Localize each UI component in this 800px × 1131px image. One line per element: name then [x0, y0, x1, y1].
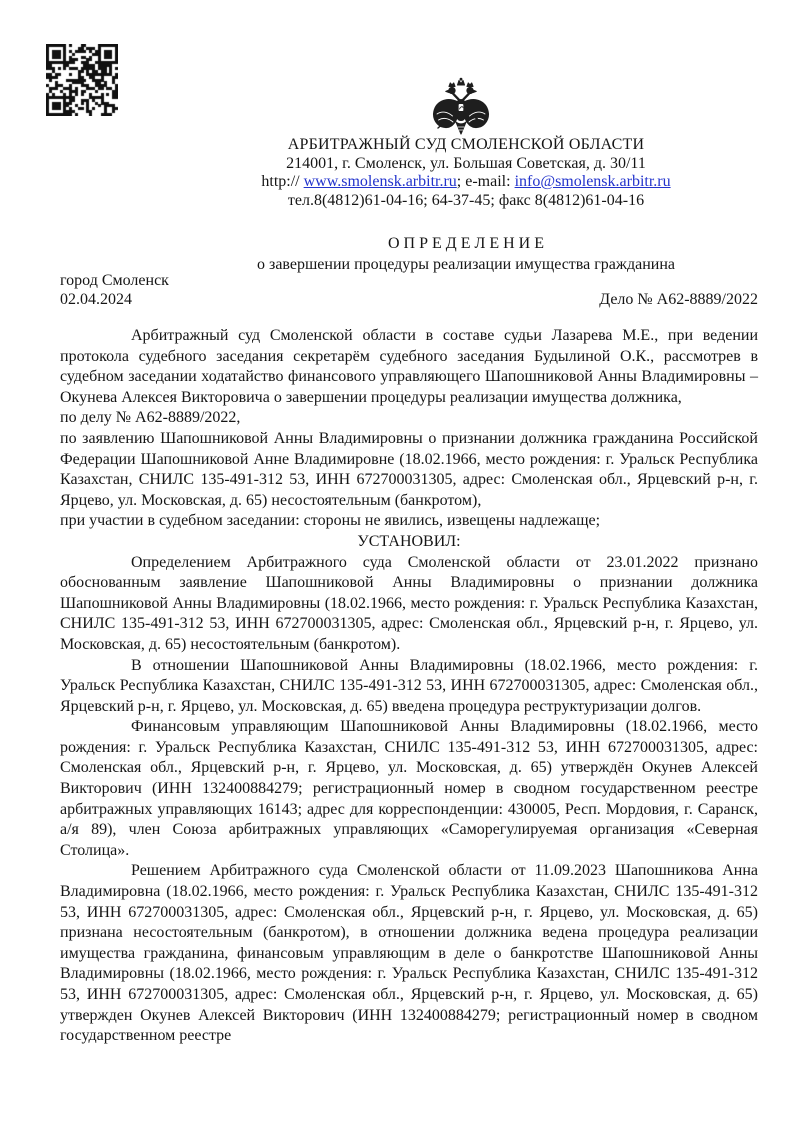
court-phone: тел.8(4812)61-04-16; 64-37-45; факс 8(4812)61-04-16	[287, 191, 645, 209]
date-case-row	[60, 291, 758, 309]
intro-paragraph: Арбитражный суд Смоленской области в составе судьи Лазарева М.Е., при ведении протокола судебного заседания секретарём судебного заседания Будылиной О.К., рассмотрев в судебном заседании ходатайство финансового управляющего Шапошниковой Анны Владимировны – Окунева Алексея Викторовича о завершении процедуры реализации имущества должника,	[60, 327, 758, 406]
document-title-block	[174, 234, 758, 275]
attendance-line: при участии в судебном заседании: стороны не явились, извещены надлежаще;	[60, 512, 601, 530]
application-paragraph: по заявлению Шапошниковой Анны Владимировны о признании должника гражданина Российской Федерации Шапошниковой Анне Владимировне (18.02.1966, место рождения: г. Уральск Республика Казахстан, СНИЛС 135-491-312 53, ИНН 672700031305, адрес: Смоленская обл., Ярцевский р-н, г. Ярцево, ул. Московская, д. 65) несостоятельным (банкротом),	[60, 429, 758, 509]
ruling-heading: УСТАНОВИЛ:	[357, 532, 461, 550]
ruling-paragraph: Решением Арбитражного суда Смоленской области от 11.09.2023 Шапошникова Анна Владимировна (18.02.1966, место рождения: г. Уральск Республика Казахстан, СНИЛС 135-491-312 53, ИНН 672700031305, адрес: Смоленская обл., Ярцевский р-н, г. Ярцево, ул. Московская, д. 65) признана несостоятельным (банкротом), в отношении должника ведена процедура реализации имущества гражданина, финансовым управляющим в деле о банкротстве Шапошниковой Анны Владимировны (18.02.1966, место рождения: г. Уральск Республика Казахстан, СНИЛС 135-491-312 53, ИНН 672700031305, адрес: Смоленская обл., Ярцевский р-н, г. Ярцево, ул. Московская, д. 65) утвержден Окунев Алексей Викторович (ИНН 132400884279; регистрационный номер в сводном государственном реестре	[60, 862, 758, 1045]
document-date: 02.04.2024	[60, 291, 132, 308]
city-label: город Смоленск	[60, 272, 169, 289]
coat-of-arms-icon	[429, 76, 493, 140]
case-number: Дело № А62-8889/2022	[599, 291, 758, 308]
case-reference-line: по делу № А62-8889/2022,	[60, 409, 241, 427]
court-website-link[interactable]: www.smolensk.arbitr.ru	[303, 173, 457, 190]
document-body	[60, 326, 758, 1047]
ruling-paragraph: Определением Арбитражного суда Смоленской области от 23.01.2022 признано обоснованным заявление Шапошниковой Анны Владимировны о признании должника Шапошниковой Анны Владимировны (18.02.1966, место рождения: г. Уральск Республика Казахстан, СНИЛС 135-491-312 53, ИНН 672700031305, адрес: Смоленская обл., Ярцевский р-н, г. Ярцево, ул. Московская, д. 65) несостоятельным (банкротом).	[60, 553, 758, 653]
letterhead	[174, 136, 758, 210]
document-title: О П Р Е Д Е Л Е Н И Е	[388, 235, 544, 252]
document-subtitle: о завершении процедуры реализации имущества гражданина	[257, 255, 675, 273]
ruling-paragraph: Финансовым управляющим Шапошниковой Анны Владимировны (18.02.1966, место рождения: г. Уральск Республика Казахстан, СНИЛС 135-491-312 53, ИНН 672700031305, адрес: Смоленская обл., Ярцевский р-н, г. Ярцево, ул. Московская, д. 65) утверждён Окунев Алексей Викторович (ИНН 132400884279; регистрационный номер в сводном государственном реестре арбитражных управляющих 16143; адрес для корреспонденции: 430005, Респ. Мордовия, г. Саранск, а/я 89), член Союза арбитражных управляющих «Саморегулируемая организация «Северная Столица».	[60, 718, 758, 859]
email-label: ; e-mail:	[456, 173, 515, 190]
court-contacts-web	[174, 173, 758, 192]
ruling-paragraph: В отношении Шапошниковой Анны Владимировны (18.02.1966, место рождения: г. Уральск Республика Казахстан, СНИЛС 135-491-312 53, ИНН 672700031305, адрес: Смоленская обл., Ярцевский р-н, г. Ярцево, ул. Московская, д. 65) введена процедура реструктуризации долгов.	[60, 656, 758, 715]
url-prefix: http://	[261, 173, 304, 190]
qr-code	[46, 44, 118, 116]
court-name: АРБИТРАЖНЫЙ СУД СМОЛЕНСКОЙ ОБЛАСТИ	[287, 136, 645, 153]
court-email-link[interactable]: info@smolensk.arbitr.ru	[514, 173, 671, 190]
court-address: 214001, г. Смоленск, ул. Большая Советская, д. 30/11	[286, 154, 646, 172]
